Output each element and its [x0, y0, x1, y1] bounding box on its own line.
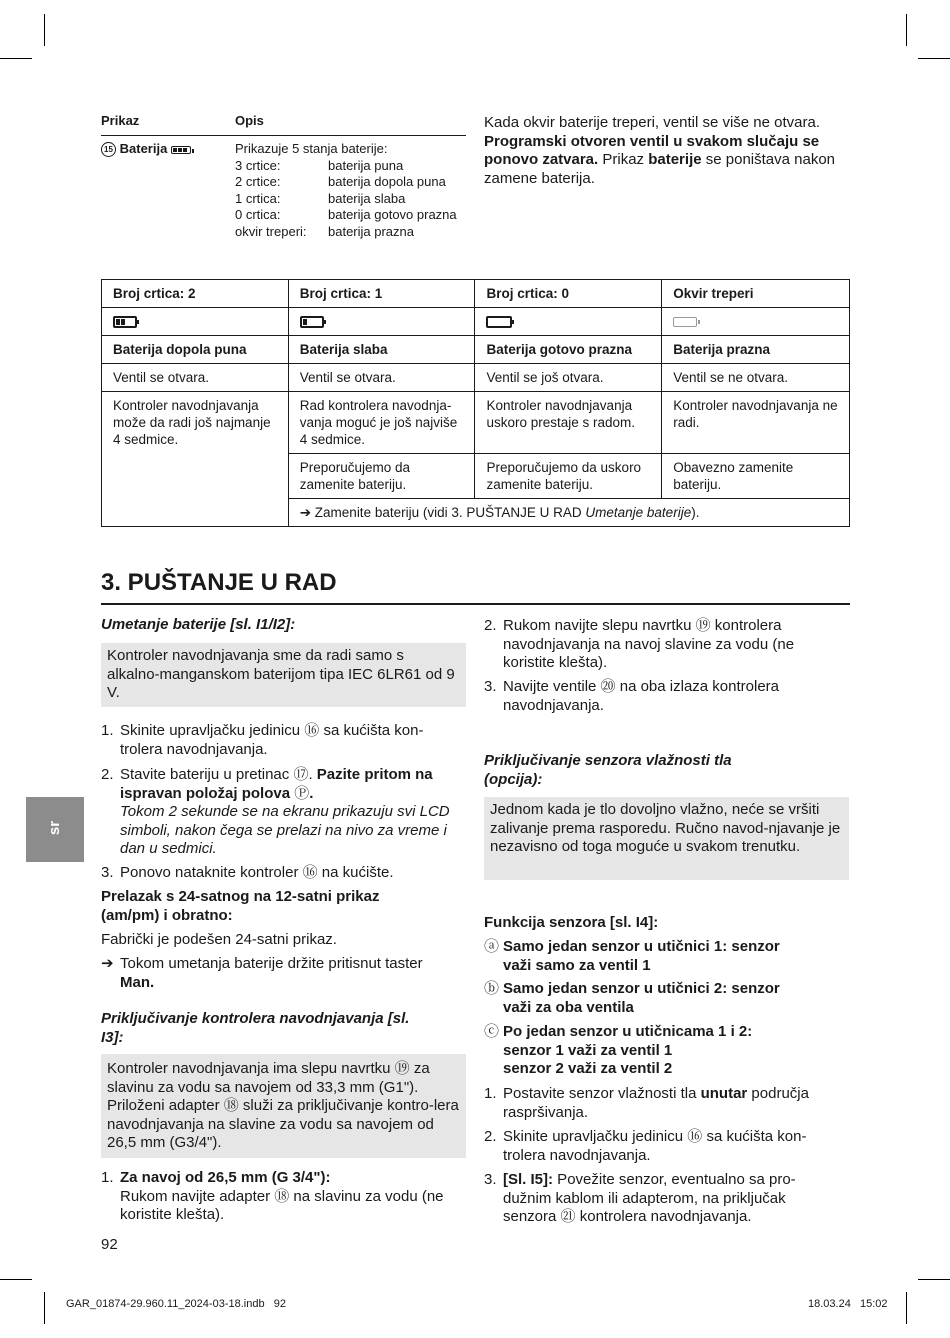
table-cell: Ventil se otvara.	[288, 364, 475, 392]
crop-mark	[906, 1292, 907, 1324]
table-header-cell: Broj crtica: 2	[102, 280, 289, 308]
table-header-cell: Okvir treperi	[662, 280, 850, 308]
print-footer-right: 18.03.24 15:02	[808, 1298, 888, 1310]
table-header-cell: Broj crtica: 0	[475, 280, 662, 308]
table-cell: Baterija dopola puna	[102, 336, 289, 364]
arrow-icon: ➔	[101, 955, 114, 972]
battery-state: okvir treperi: baterija prazna	[235, 223, 414, 239]
table-cell: Baterija prazna	[662, 336, 850, 364]
table-header-cell: Broj crtica: 1	[288, 280, 475, 308]
table-cell: Preporučujemo da zamenite bateriju.	[288, 454, 475, 499]
battery-states-list	[235, 158, 475, 241]
battery-state: 0 crtica: baterija gotovo prazna	[235, 207, 457, 222]
subheading-battery: Umetanje baterije [sl. I1/I2]:	[101, 616, 296, 633]
ref-number: ⑯	[302, 864, 318, 881]
paragraph-default-format: Fabrički je podešen 24-satni prikaz.	[101, 931, 337, 948]
section-rule	[101, 603, 850, 605]
crop-mark	[44, 1292, 45, 1324]
crop-mark	[0, 58, 32, 59]
ref-number: ㉑	[560, 1208, 576, 1225]
battery-empty-icon	[486, 316, 512, 328]
print-footer-left: GAR_01874-29.960.11_2024-03-18.indb 92	[66, 1298, 286, 1310]
battery-state: 3 crtice: baterija puna	[235, 157, 404, 173]
table-cell: Baterija gotovo prazna	[475, 336, 662, 364]
table-head-desc: Opis	[235, 113, 264, 128]
ref-number: ⑲	[695, 617, 711, 634]
page-number: 92	[101, 1236, 118, 1253]
ref-number: ⑯	[687, 1128, 703, 1145]
battery-blinking-icon	[673, 317, 697, 327]
crop-mark	[918, 1279, 950, 1280]
ref-number: ⑱	[223, 1097, 239, 1114]
language-tab	[26, 797, 84, 862]
crop-mark	[44, 14, 45, 46]
subheading-connecting: Priključivanje kontrolera navodnjavanja [sl. I3]:	[101, 1010, 410, 1046]
table-cell: Rad kontrolera navodnja-vanja moguć je još najviše 4 sedmice.	[288, 392, 475, 454]
ref-number: ⑲	[394, 1060, 410, 1077]
table-cell	[288, 308, 475, 336]
table-rule	[101, 135, 466, 136]
table-cell	[475, 308, 662, 336]
battery-status-table	[101, 279, 850, 527]
ref-number: ⑯	[304, 722, 320, 739]
crop-mark	[906, 14, 907, 46]
table-cell: Kontroler navodnjavanja uskoro prestaje s radom.	[475, 392, 662, 454]
subheading-time-format: Prelazak s 24-satnog na 12-satni prikaz (am/pm) i obratno:	[101, 888, 380, 924]
option-letter: ⓐ	[484, 938, 500, 955]
ref-number: 15	[101, 142, 116, 157]
table-cell: Kontroler navodnjavanja može da radi još najmanje 4 sedmice.	[102, 392, 289, 527]
ref-number: ⑳	[600, 678, 616, 695]
table-cell	[662, 308, 850, 336]
polarity-symbol: Ⓟ	[294, 784, 310, 802]
crop-mark	[0, 1279, 32, 1280]
table-cell: Ventil se ne otvara.	[662, 364, 850, 392]
language-tab-label: sr	[46, 820, 63, 836]
battery-full-icon	[171, 146, 191, 154]
table-cell	[102, 308, 289, 336]
ref-number: ⑱	[274, 1187, 290, 1205]
table-cell: Ventil se otvara.	[102, 364, 289, 392]
battery-half-icon	[113, 316, 137, 328]
subheading-sensor-function: Funkcija senzora [sl. I4]:	[484, 914, 659, 931]
subheading-sensor: Priključivanje senzora vlažnosti tla (opcija):	[484, 752, 732, 788]
info-box-connecting: Kontroler navodnjavanja ima slepu navrtku ⑲ za slavinu za vodu sa navojem od 33,3 mm (G1"). Priloženi adapter ⑱ služi za priključivanje kontro-lera navodnjavanja na slavine za vodu sa navojem od 26,5 mm (G3/4").	[101, 1054, 466, 1158]
info-box-sensor: Jednom kada je tlo dovoljno vlažno, neće se vršiti zalivanje prema rasporedu. Ručno navod-njavanje je nezavisno od toga moguće u svakom trenutku.	[484, 797, 849, 880]
battery-row-intro: Prikazuje 5 stanja baterije:	[235, 141, 388, 156]
battery-row-label: 15 Baterija	[101, 141, 191, 158]
ref-number: ⑰	[293, 766, 309, 783]
battery-note: Kada okvir baterije treperi, ventil se više ne otvara. Programski otvoren ventil u svakom slučaju se ponovo zatvara. Prikaz baterije se poništava nakon zamene baterija.	[484, 114, 836, 187]
table-cell: Kontroler navodnjavanja ne radi.	[662, 392, 850, 454]
option-letter: ⓒ	[484, 1023, 500, 1040]
table-cell: Obavezno zamenite bateriju.	[662, 454, 850, 499]
info-box-battery: Kontroler navodnjavanja sme da radi samo s alkalno-manganskom baterijom tipa IEC 6LR61 od 9 V.	[101, 643, 466, 707]
table-cell: Preporučujemo da uskoro zamenite bateriju.	[475, 454, 662, 499]
battery-state: 1 crtica: baterija slaba	[235, 190, 406, 206]
table-cell: Baterija slaba	[288, 336, 475, 364]
battery-low-icon	[300, 316, 324, 328]
table-footer-cell: ➔ Zamenite bateriju (vidi 3. PUŠTANJE U RAD Umetanje baterije).	[288, 499, 849, 527]
section-title: 3. PUŠTANJE U RAD	[101, 569, 337, 596]
battery-state: 2 crtice: baterija dopola puna	[235, 174, 446, 189]
table-head-display: Prikaz	[101, 113, 140, 128]
option-letter: ⓑ	[484, 980, 500, 997]
table-cell: Ventil se još otvara.	[475, 364, 662, 392]
crop-mark	[918, 58, 950, 59]
